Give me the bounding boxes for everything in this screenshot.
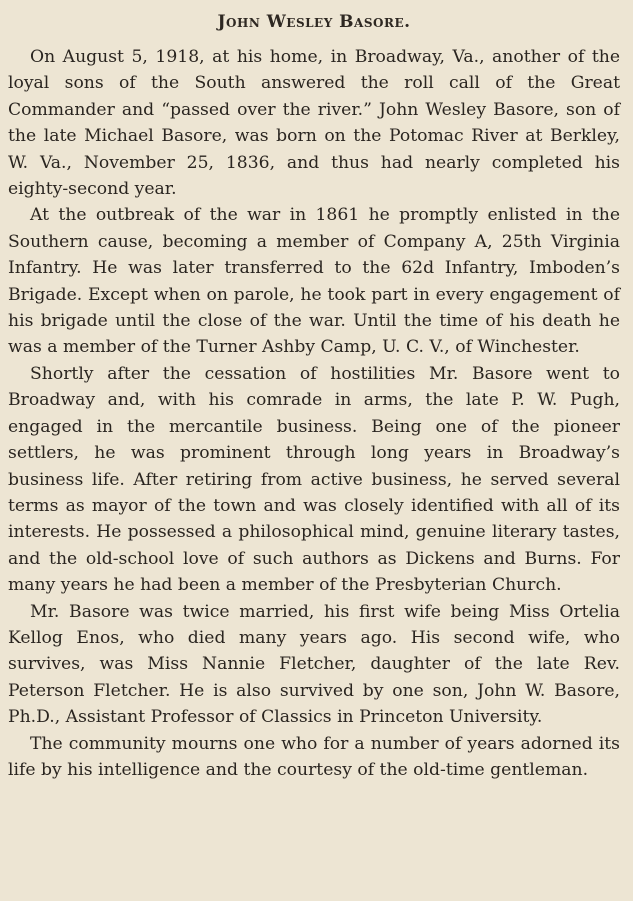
- article: [8, 10, 620, 783]
- article-title: John Wesley Basore.: [217, 12, 411, 32]
- paragraph: The community mourns one who for a number of years adorned its life by his intelligence and the courtesy of the old-time gentleman.: [8, 733, 620, 780]
- paragraph: On August 5, 1918, at his home, in Broadway, Va., another of the loyal sons of the South answered the roll call of the Great Commander and “passed over the river.” John Wesley Basore, son of the late Michael Basore, was born on the Potomac River at Berkley, W. Va., November 25, 1836, and thus had nearly completed his eighty-second year.: [8, 47, 620, 200]
- paragraph: At the outbreak of the war in 1861 he promptly enlisted in the Southern cause, becoming a member of Company A, 25th Virginia Infantry. He was later transferred to the 62d Infantry, Imboden’s Brigade. Except when on parole, he took part in every engagement of his brigade until the close of the war. Until the time of his death he was a member of the Turner Ashby Camp, U. C. V., of Winchester.: [8, 205, 620, 358]
- paragraph: Mr. Basore was twice married, his first wife being Miss Ortelia Kellog Enos, who died many years ago. His second wife, who survives, was Miss Nannie Fletcher, daughter of the late Rev. Peterson Fletcher. He is also survived by one son, John W. Basore, Ph.D., Assistant Professor of Classics in Princeton University.: [8, 601, 620, 728]
- paragraph: Shortly after the cessation of hostilities Mr. Basore went to Broadway and, with his comrade in arms, the late P. W. Pugh, engaged in the mercantile business. Being one of the pioneer settlers, he was prominent through long years in Broadway’s business life. After retiring from active business, he served several terms as mayor of the town and was closely identified with all of its interests. He possessed a philosophical mind, genuine literary tastes, and the old-school love of such authors as Dickens and Burns. For many years he had been a member of the Presbyterian Church.: [8, 363, 620, 596]
